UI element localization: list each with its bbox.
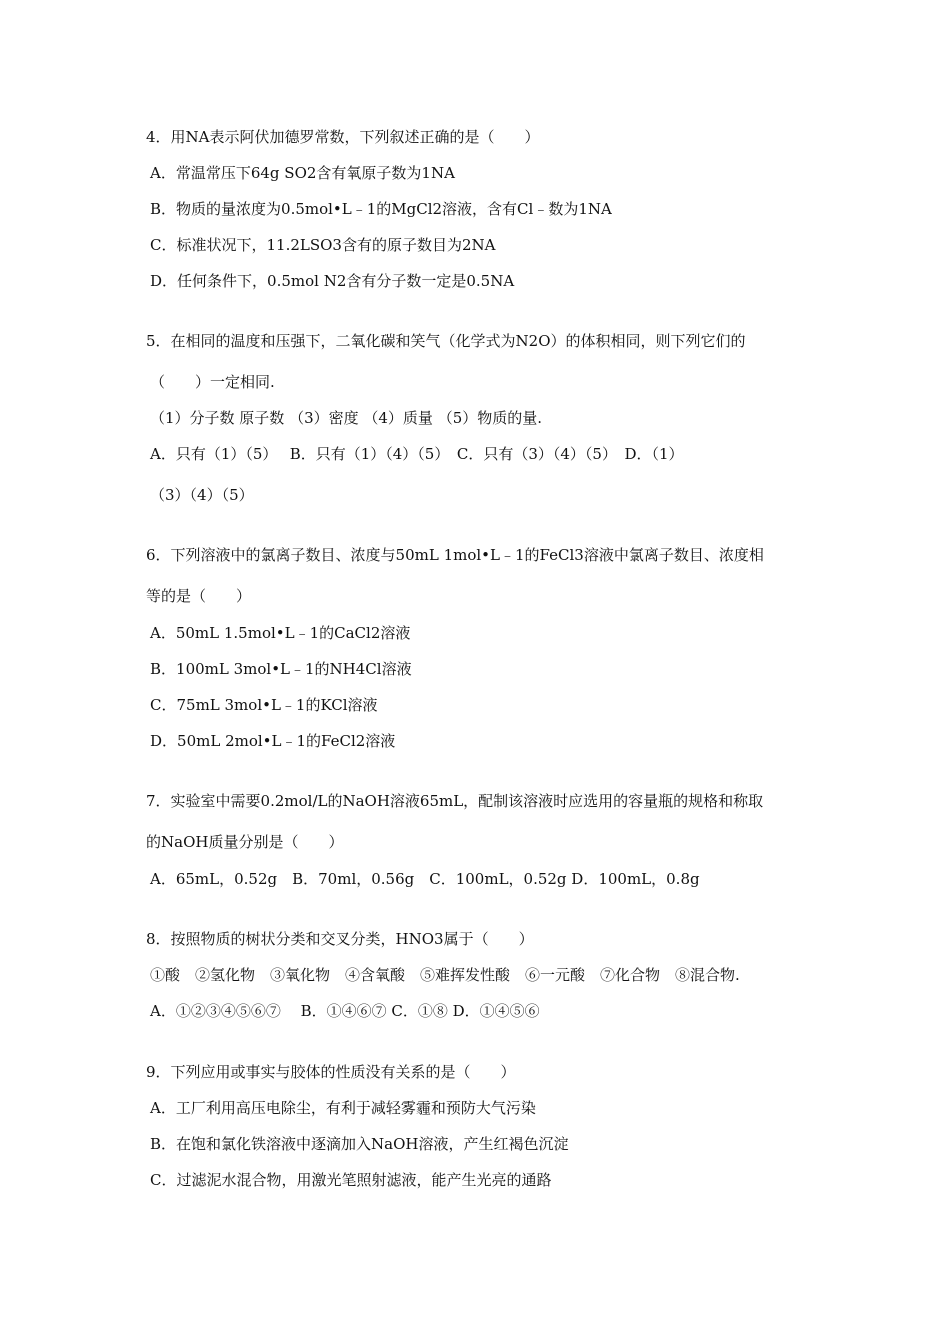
question-9-option-c: C．过滤泥水混合物，用激光笔照射滤液，能产生光亮的通路	[150, 1171, 552, 1189]
question-8-items: ①酸 ②氢化物 ③氧化物 ④含氧酸 ⑤难挥发性酸 ⑥一元酸 ⑦化合物 ⑧混合物.	[150, 966, 740, 984]
question-6-option-b: B．100mL 3mol•L﹣1的NH4Cl溶液	[150, 660, 412, 678]
question-5-options-cont: （3）（4）（5）	[150, 486, 254, 504]
question-6-option-c: C．75mL 3mol•L﹣1的KCl溶液	[150, 696, 378, 714]
question-4-option-a: A．常温常压下64g SO2含有氧原子数为1NA	[150, 164, 455, 182]
question-6-option-d: D．50mL 2mol•L﹣1的FeCl2溶液	[150, 732, 396, 750]
question-4-stem: 4．用NA表示阿伏加德罗常数，下列叙述正确的是（ ）	[146, 128, 540, 146]
question-5-stem-cont: （ ）一定相同.	[150, 373, 275, 391]
question-7-options: A．65mL，0.52g B．70ml，0.56g C．100mL，0.52g D．100mL，0.8g	[150, 870, 700, 888]
question-9-option-a: A．工厂利用高压电除尘，有利于减轻雾霾和预防大气污染	[150, 1099, 536, 1117]
question-5-items: （1）分子数 原子数 （3）密度 （4）质量 （5）物质的量.	[150, 409, 543, 427]
question-6-option-a: A．50mL 1.5mol•L﹣1的CaCl2溶液	[150, 624, 411, 642]
question-4-option-d: D．任何条件下，0.5mol N2含有分子数一定是0.5NA	[150, 272, 515, 290]
question-8-stem: 8．按照物质的树状分类和交叉分类，HNO3属于（ ）	[146, 930, 534, 948]
question-9-option-b: B．在饱和氯化铁溶液中逐滴加入NaOH溶液，产生红褐色沉淀	[150, 1135, 569, 1153]
question-8-options: A．①②③④⑤⑥⑦ B．①④⑥⑦ C．①⑧ D．①④⑤⑥	[150, 1002, 540, 1020]
question-4-option-c: C．标准状况下，11.2LSO3含有的原子数目为2NA	[150, 236, 496, 254]
question-6-stem: 6．下列溶液中的氯离子数目、浓度与50mL 1mol•L﹣1的FeCl3溶液中氯离子数目、浓度相	[146, 546, 764, 564]
question-5-stem: 5．在相同的温度和压强下，二氧化碳和笑气（化学式为N2O）的体积相同，则下列它们的	[146, 332, 746, 350]
question-6-stem-cont: 等的是（ ）	[146, 587, 252, 605]
question-4-option-b: B．物质的量浓度为0.5mol•L﹣1的MgCl2溶液，含有Cl﹣数为1NA	[150, 200, 612, 218]
question-7-stem: 7．实验室中需要0.2mol/L的NaOH溶液65mL，配制该溶液时应选用的容量瓶的规格和称取	[146, 792, 764, 810]
question-5-options: A．只有（1）（5） B．只有（1）（4）（5） C．只有（3）（4）（5） D．（1）	[150, 445, 684, 463]
question-7-stem-cont: 的NaOH质量分别是（ ）	[146, 833, 344, 851]
question-9-stem: 9．下列应用或事实与胶体的性质没有关系的是（ ）	[146, 1063, 516, 1081]
